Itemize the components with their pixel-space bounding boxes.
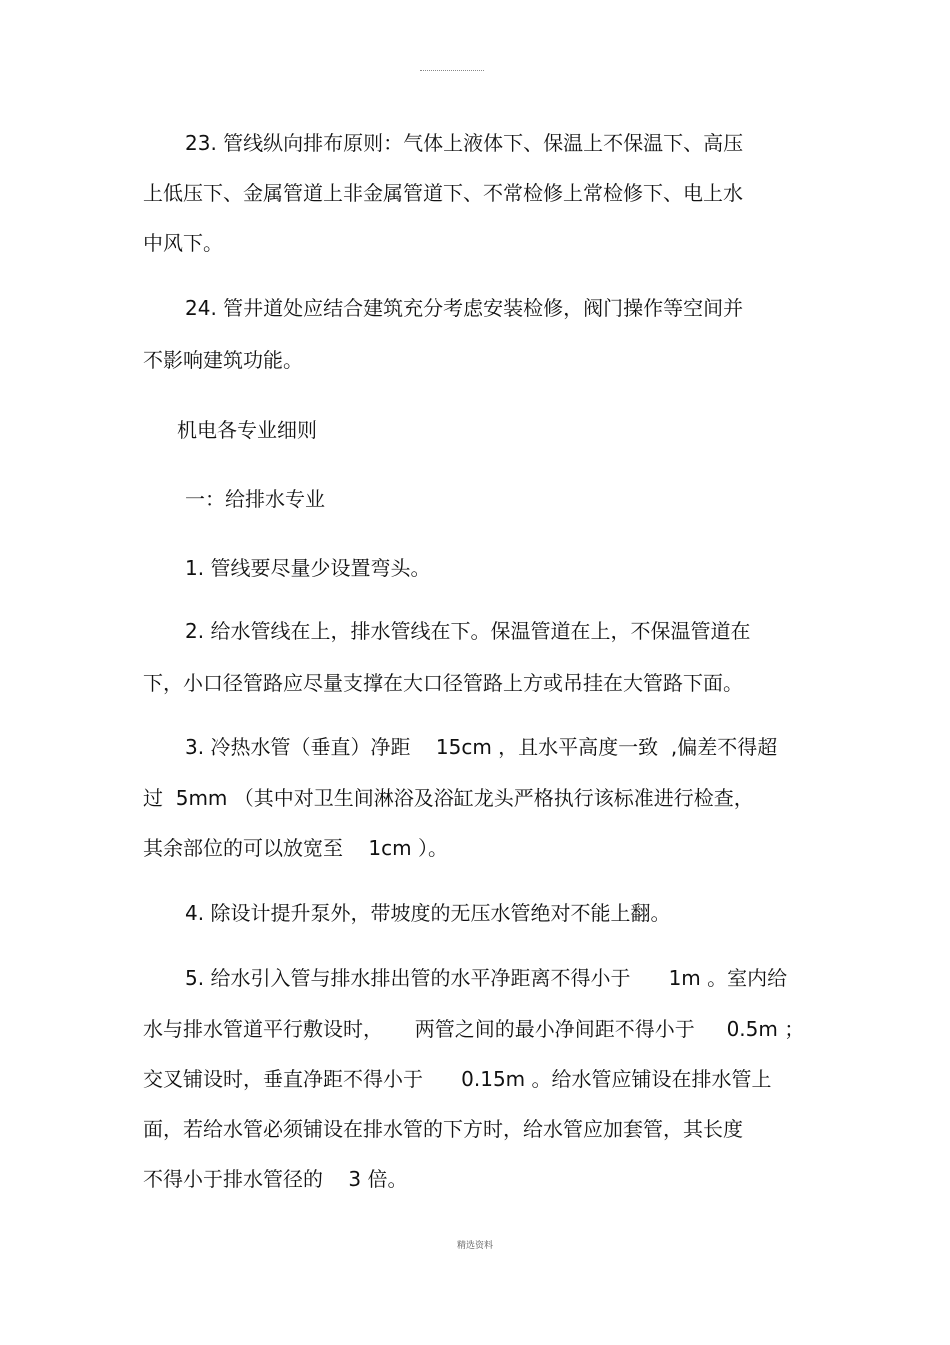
item-5-line-1: 5. 给水引入管与排水排出管的水平净距离不得小于 1m 。室内给 [185,966,788,990]
item-2-line-1: 2. 给水管线在上，排水管线在下。保温管道在上，不保温管道在 [185,619,751,643]
paragraph-23-line-3: 中风下。 [143,231,223,255]
item-4-line-1: 4. 除设计提升泵外，带坡度的无压水管绝对不能上翻。 [185,901,671,925]
item-5-line-4: 面，若给水管必须铺设在排水管的下方时，给水管应加套管，其长度 [143,1117,743,1141]
page-footer: 精选资料 [456,1241,493,1251]
item-1-line-1: 1. 管线要尽量少设置弯头。 [185,556,431,580]
item-5-line-2: 水与排水管道平行敷设时， 两管之间的最小净间距不得小于 0.5m ； [143,1017,805,1041]
section-title: 机电各专业细则 [177,418,317,442]
item-5-line-5: 不得小于排水管径的 3 倍。 [143,1167,408,1191]
paragraph-23-line-2: 上低压下、金属管道上非金属管道下、不常检修上常检修下、电上水 [143,181,743,205]
item-3-line-3: 其余部位的可以放宽至 1cm ）。 [143,836,448,860]
header-rule [420,70,484,71]
item-2-line-2: 下，小口径管路应尽量支撑在大口径管路上方或吊挂在大管路下面。 [143,671,743,695]
paragraph-24-line-2: 不影响建筑功能。 [143,348,303,372]
item-3-line-1: 3. 冷热水管（垂直）净距 15cm ，且水平高度一致 ,偏差不得超 [185,735,778,759]
item-3-line-2: 过 5mm （其中对卫生间淋浴及浴缸龙头严格执行该标准进行检查， [143,786,754,810]
paragraph-24-line-1: 24. 管井道处应结合建筑充分考虑安装检修，阀门操作等空间并 [185,296,744,320]
subsection-title: 一：给排水专业 [185,487,325,511]
paragraph-23-line-1: 23. 管线纵向排布原则：气体上液体下、保温上不保温下、高压 [185,131,744,155]
item-5-line-3: 交叉铺设时，垂直净距不得小于 0.15m 。给水管应铺设在排水管上 [143,1067,772,1091]
